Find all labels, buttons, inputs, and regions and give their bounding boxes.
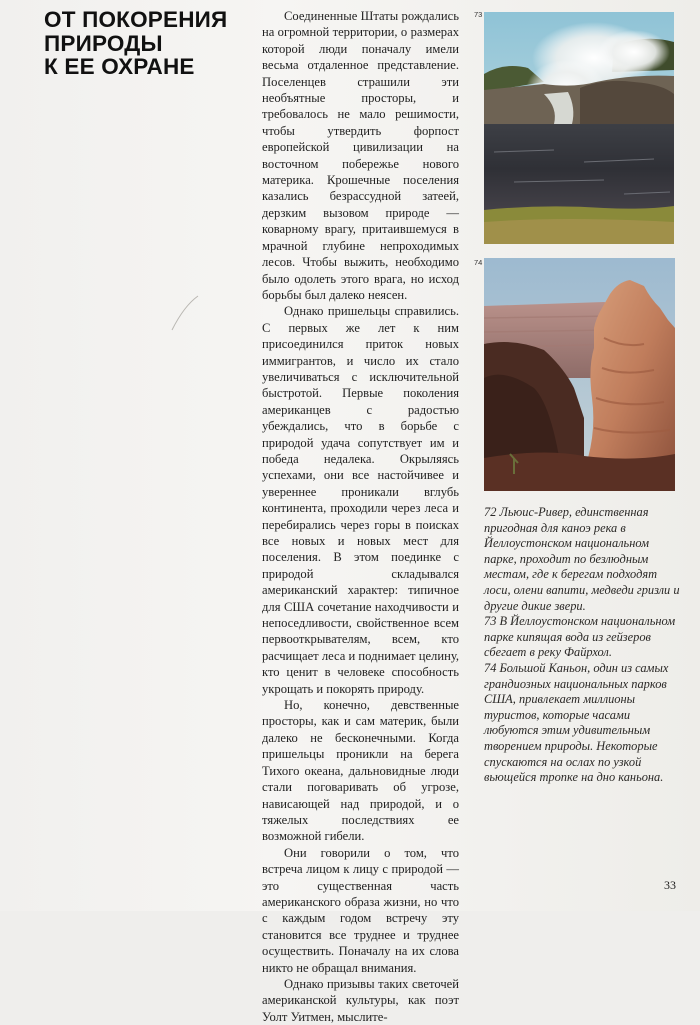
pencil-mark-icon <box>170 294 200 334</box>
article-body <box>262 8 459 1025</box>
geyser-river-icon <box>484 12 674 244</box>
grand-canyon-photo <box>484 258 675 491</box>
body-paragraph: Однако призывы таких светочей американской культуры, как поэт Уолт Уитмен, мыслите- <box>262 976 459 1024</box>
caption-74: 74 Большой Каньон, один из самых грандиозных национальных парков США, привлекает миллионы туристов, которые часами любуются этим удивительным творением природы. Некоторые спускаются на ослах по узкой вьющейся тропке на дно каньона. <box>484 660 669 785</box>
article-heading <box>44 8 274 79</box>
caption-72: 72 Льюис-Ривер, единственная пригодная для каноэ река в Йеллоустонском национальном парке, проходит по безлюдным местам, где к берегам подходят лоси, олени вапити, медведи гризли и другие дикие звери. <box>484 505 680 613</box>
heading-line-2: ПРИРОДЫ <box>44 30 163 56</box>
body-paragraph: Соединенные Штаты рождались на огромной территории, о размерах которой люди поначалу имели весьма отдаленное представление. Поселенцев страшили эти необъятные просторы, и требовалось не мало решимости, чтобы утвердить форпост европейской цивилизации на восточном побережье нового материка. Крошечные поселения казались безрассудной затеей, дерзким вызовом природе — коварному врагу, притаившемуся в мрачной глубине непроходимых лесов. Чтобы выжить, необходимо было одолеть этого врага, но исход борьбы был далеко неясен. <box>262 9 459 302</box>
grand-canyon-icon <box>484 258 675 491</box>
body-paragraph: Но, конечно, девственные просторы, как и сам материк, были далеко не бесконечными. Когда пришельцы проникли на берега Тихого океана, дальновидные люди стали поговаривать об угрозе, нависающей над природой, и о тяжелых последствиях ее возможной гибели. <box>262 698 459 844</box>
heading-line-3: К ЕЕ ОХРАНЕ <box>44 54 195 79</box>
caption-73: 73 В Йеллоустонском национальном парке кипящая вода из гейзеров сбегает в реку Файрхол. <box>484 614 676 660</box>
photo-73-number: 73 <box>474 10 483 19</box>
body-paragraph: Они говорили о том, что встреча лицом к лицу с природой — это существенная часть американского образа жизни, но что с каждым годом встречу эту становится все труднее и труднее осуществить. Поначалу на их слова никто не обращал внимания. <box>262 845 459 975</box>
photo-captions <box>484 505 684 786</box>
geyser-river-photo <box>484 12 674 244</box>
page-number: 33 <box>664 878 676 892</box>
heading-line-1: ОТ ПОКОРЕНИЯ <box>44 7 228 32</box>
photo-74-number: 74 <box>474 258 483 267</box>
body-paragraph: Однако пришельцы справились. С первых же лет к ним присоединился приток новых иммигрантов, и число их стало увеличиваться с исключительной быстротой. Первые поколения американцев с радостью убеждались, что в борьбе с природой удача сопутствует им и победа недалека. Окрыляясь успехами, они все настойчивее и увереннее проникали вглубь континента, проходили через леса и перебирались через горы в поисках все новых и новых мест для поселения. В этом поединке с природой складывался американский характер: типичное для США сочетание находчивости и непоседливости, свойственное всем первооткрывателям, всем, кто расчищает леса и поднимает целину, кто ценит в человеке способность укрощать и покорять природу. <box>262 304 459 696</box>
